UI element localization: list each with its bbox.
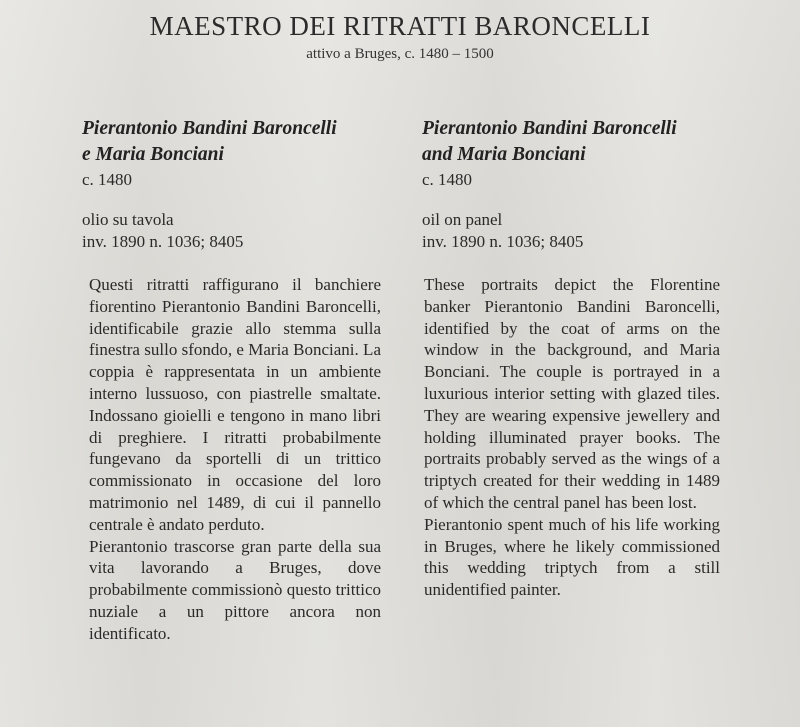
description-english <box>422 274 720 601</box>
description-italian-paragraph1: Questi ritratti raffigurano il banchiere fiorentino Pierantonio Bandini Baroncelli, identificabile grazie allo stemma sulla finestra sullo sfondo, e Maria Bonciani. La coppia è rappresentata in un ambiente interno lussuoso, con piastrelle smaltate. Indossano gioielli e tengono in mano libri di preghiere. I ritratti probabilmente fungevano da sportelli di un trittico commissionato in occasione del loro matrimonio nel 1489, di cui il pannello centrale è andato perduto. <box>89 275 381 534</box>
work-title-english <box>422 116 722 168</box>
description-italian-paragraph2: Pierantonio trascorse gran parte della sua vita lavorando a Bruges, dove probabilmente commissionò questo trittico nuziale a un pittore ancora non identificato. <box>89 536 381 643</box>
artist-activity: attivo a Bruges, c. 1480 – 1500 <box>306 46 494 62</box>
medium-english: oil on panel <box>422 210 503 229</box>
work-date-italian: c. 1480 <box>82 170 133 189</box>
work-title-italian-line1: Pierantonio Bandini Baroncelli <box>82 118 337 139</box>
description-english-paragraph1: These portraits depict the Florentine banker Pierantonio Bandini Baroncelli, identified by the coat of arms on the window in the background, and Maria Bonciani. The couple is portrayed in a luxurious interior setting with glazed tiles. They are wearing expensive jewellery and holding illuminated prayer books. The portraits probably served as the wings of a triptych created for their wedding in 1489 of which the central panel has been lost. <box>424 275 720 512</box>
work-title-english-line2: and Maria Bonciani <box>422 144 586 165</box>
work-title-italian <box>82 116 382 168</box>
work-title-italian-line2: e Maria Bonciani <box>82 144 224 165</box>
italian-column <box>82 116 382 645</box>
english-column <box>422 116 722 601</box>
description-english-paragraph2: Pierantonio spent much of his life working in Bruges, where he likely commissioned this wedding triptych from a still unidentified painter. <box>424 514 720 600</box>
inventory-english: inv. 1890 n. 1036; 8405 <box>422 232 584 251</box>
description-italian <box>82 274 381 645</box>
work-title-english-line1: Pierantonio Bandini Baroncelli <box>422 118 677 139</box>
work-date-english: c. 1480 <box>422 170 473 189</box>
artist-title: MAESTRO DEI RITRATTI BARONCELLI <box>149 11 651 41</box>
medium-italian: olio su tavola <box>82 210 174 229</box>
inventory-italian: inv. 1890 n. 1036; 8405 <box>82 232 244 251</box>
